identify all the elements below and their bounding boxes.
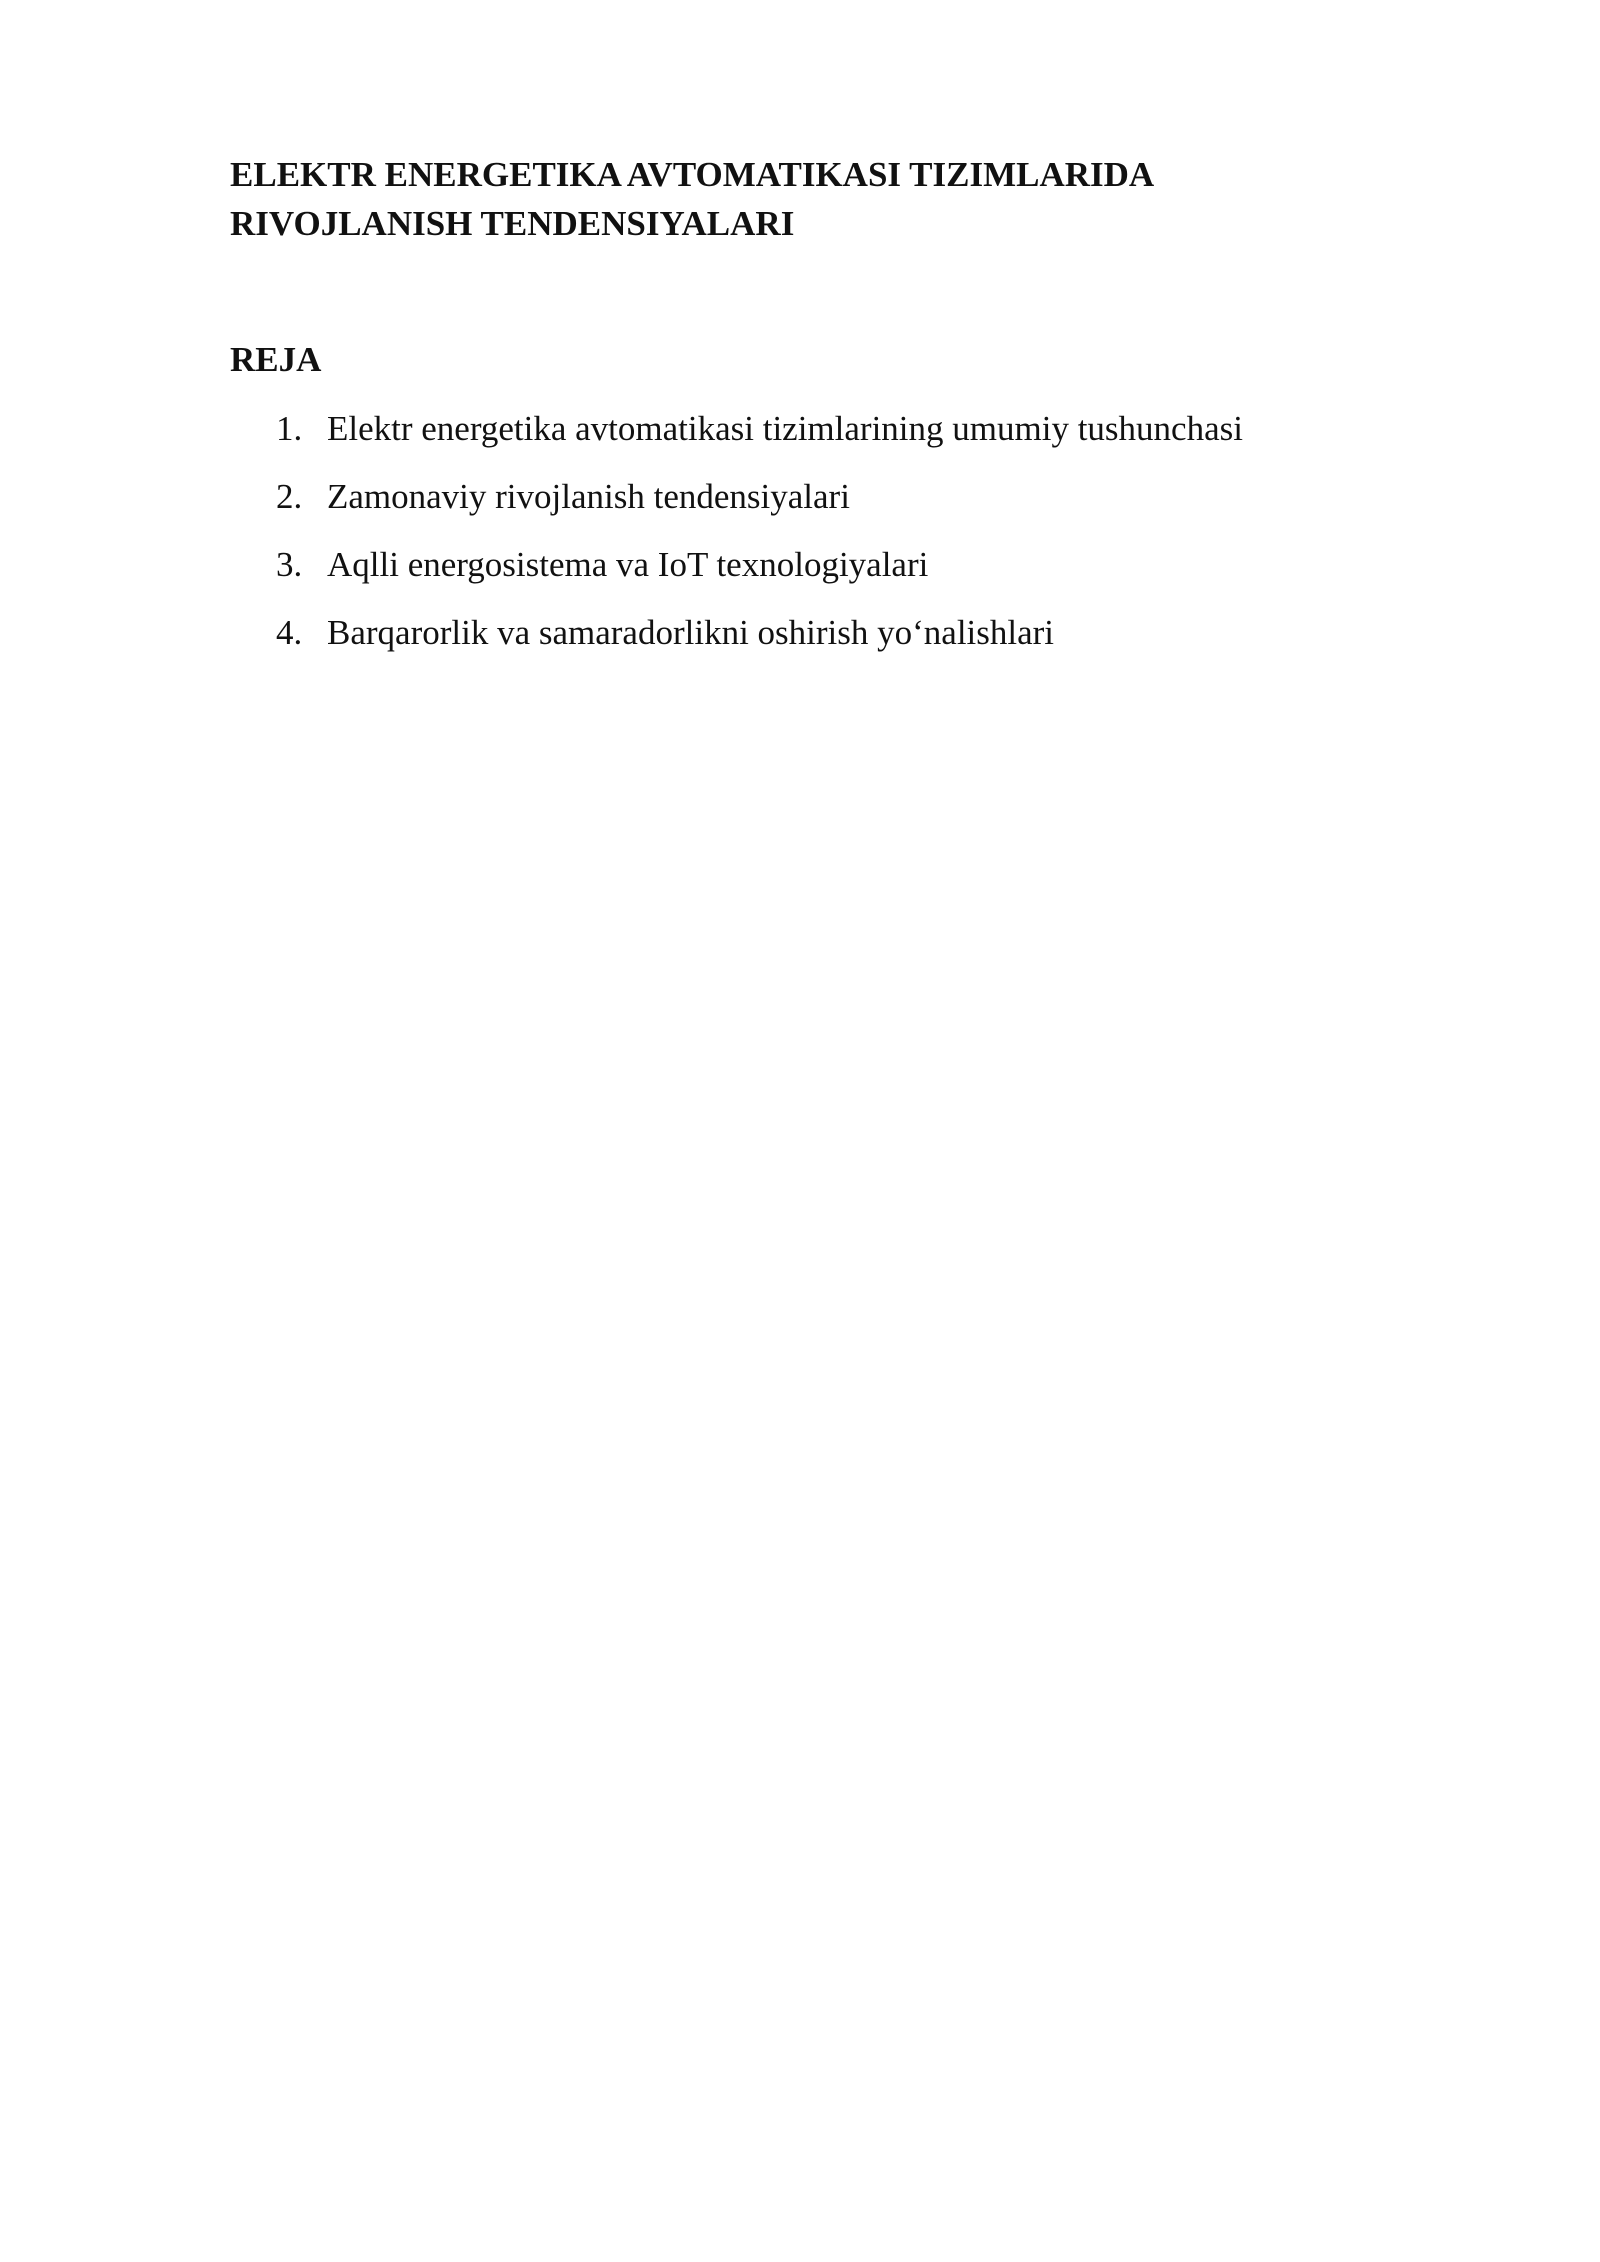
plan-item-4 bbox=[0, 606, 1600, 674]
document-title bbox=[230, 150, 1410, 248]
plan-item-text: Zamonaviy rivojlanish tendensiyalari bbox=[327, 477, 850, 516]
plan-item-2 bbox=[0, 470, 1600, 538]
title-line-1: ELEKTR ENERGETIKA AVTOMATIKASI TIZIMLARIDA bbox=[230, 155, 1155, 194]
plan-item-text: Aqlli energosistema va IoT texnologiyalari bbox=[327, 545, 929, 584]
title-line-2: RIVOJLANISH TENDENSIYALARI bbox=[230, 204, 795, 243]
plan-list bbox=[0, 402, 1600, 674]
plan-item-3 bbox=[0, 538, 1600, 606]
plan-item-number: 2. bbox=[276, 477, 303, 516]
plan-item-number: 3. bbox=[276, 545, 303, 584]
plan-item-number: 1. bbox=[276, 409, 303, 448]
plan-item-number: 4. bbox=[276, 613, 303, 652]
plan-item-text: Barqarorlik va samaradorlikni oshirish yo‘nalishlari bbox=[327, 613, 1055, 652]
plan-item-text: Elektr energetika avtomatikasi tizimlarining umumiy tushunchasi bbox=[327, 409, 1243, 448]
plan-heading: REJA bbox=[230, 340, 322, 379]
plan-item-1 bbox=[0, 402, 1600, 470]
